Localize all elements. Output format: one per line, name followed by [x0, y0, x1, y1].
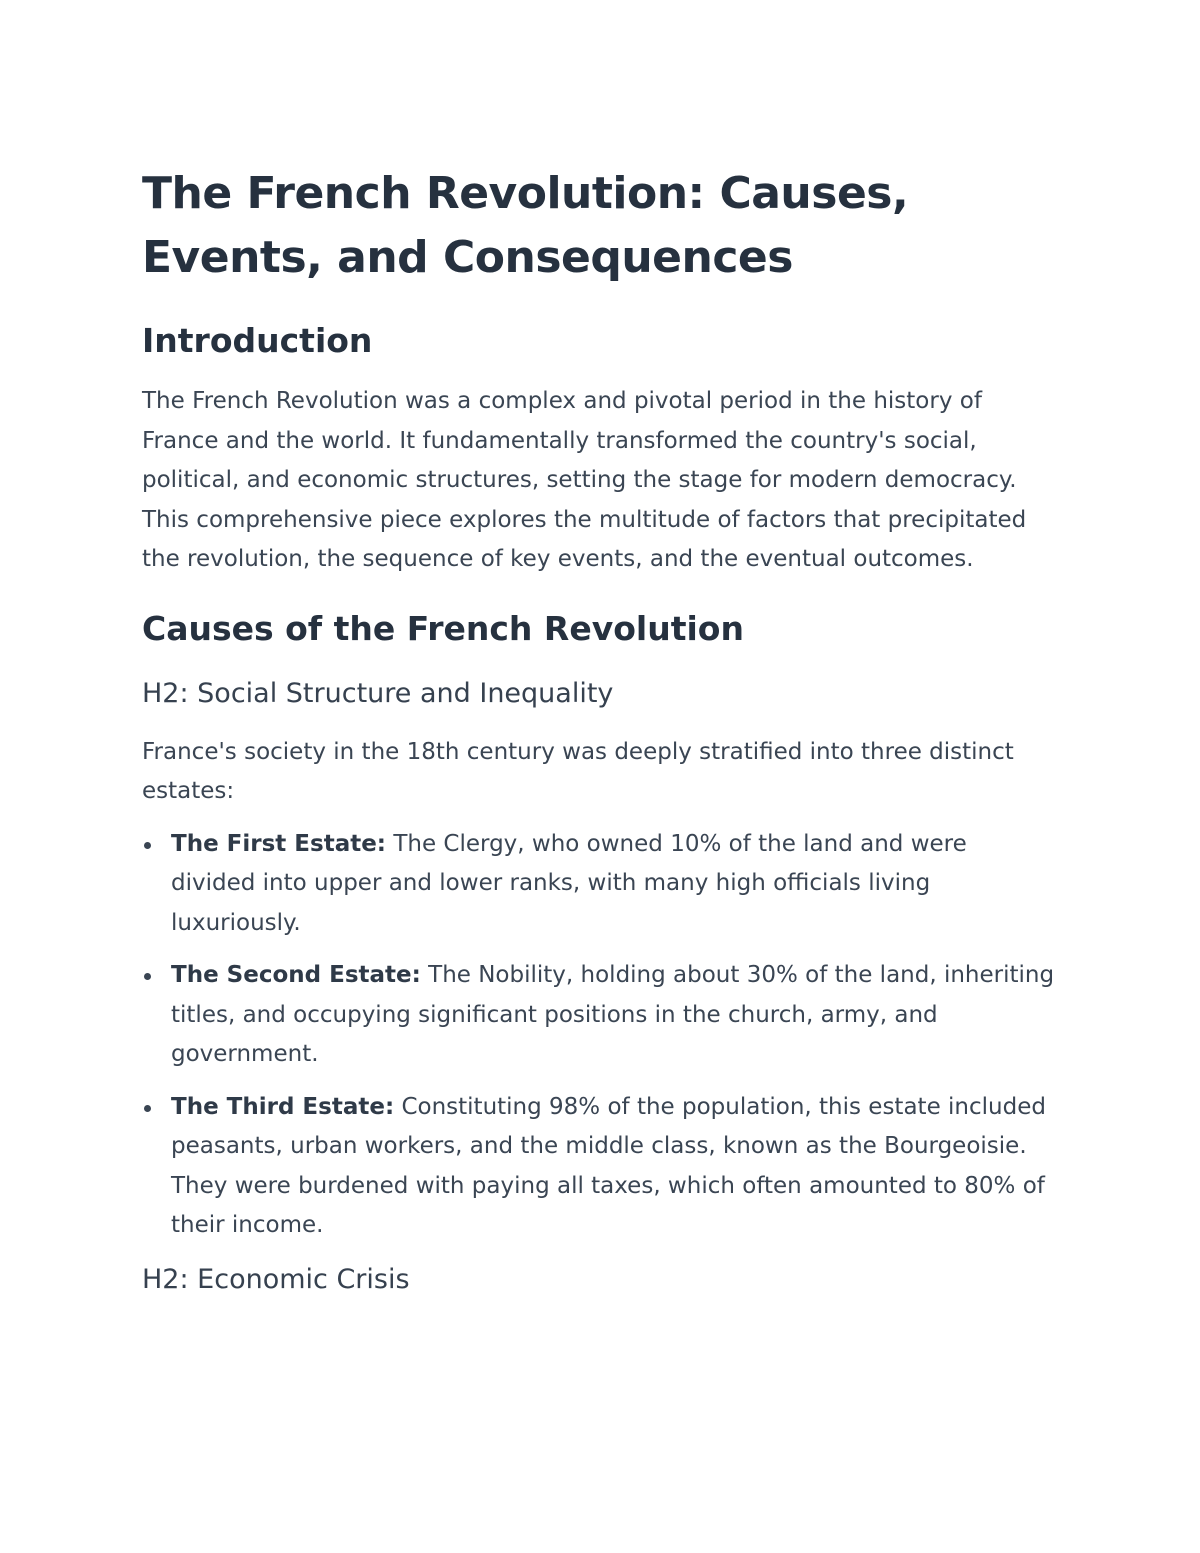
social-structure-heading: H2: Social Structure and Inequality	[142, 677, 614, 709]
first-estate-text: The Clergy, who owned 10% of the land and were divided into upper and lower ranks, with many high officials living luxuriously.	[171, 830, 967, 936]
list-item-second-estate	[142, 956, 1058, 1075]
bullet-icon	[144, 842, 151, 849]
second-estate-label: The Second Estate:	[171, 962, 421, 988]
causes-heading: Causes of the French Revolution	[142, 608, 744, 648]
third-estate-text: Constituting 98% of the population, this estate included peasants, urban workers, and the middle class, known as the Bourgeoisie. They were burdened with paying all taxes, which often amounted to 80% of their income.	[171, 1093, 1046, 1238]
introduction-heading: Introduction	[142, 321, 373, 360]
estates-list	[142, 825, 1058, 1246]
bullet-icon	[144, 1105, 151, 1112]
social-structure-intro: France's society in the 18th century was deeply stratified into three distinct estates:	[142, 738, 1014, 804]
first-estate-label: The First Estate:	[171, 830, 387, 857]
third-estate-label: The Third Estate:	[171, 1093, 395, 1120]
document-page	[142, 162, 1058, 1300]
economic-crisis-heading: H2: Economic Crisis	[142, 1263, 410, 1295]
second-estate-text: The Nobility, holding about 30% of the land, inheriting titles, and occupying significant positions in the church, army, and government.	[171, 962, 1055, 1067]
list-item-third-estate	[142, 1088, 1058, 1246]
introduction-paragraph: The French Revolution was a complex and pivotal period in the history of France and the world. It fundamentally transformed the country's social, political, and economic structures, setting the stage for modern democracy. This comprehensive piece explores the multitude of factors that precipitated the revolution, the sequence of key events, and the eventual outcomes.	[142, 388, 1027, 572]
document-title: The French Revolution: Causes, Events, and Consequences	[142, 168, 909, 283]
list-item-first-estate	[142, 825, 1058, 944]
bullet-icon	[144, 973, 151, 980]
